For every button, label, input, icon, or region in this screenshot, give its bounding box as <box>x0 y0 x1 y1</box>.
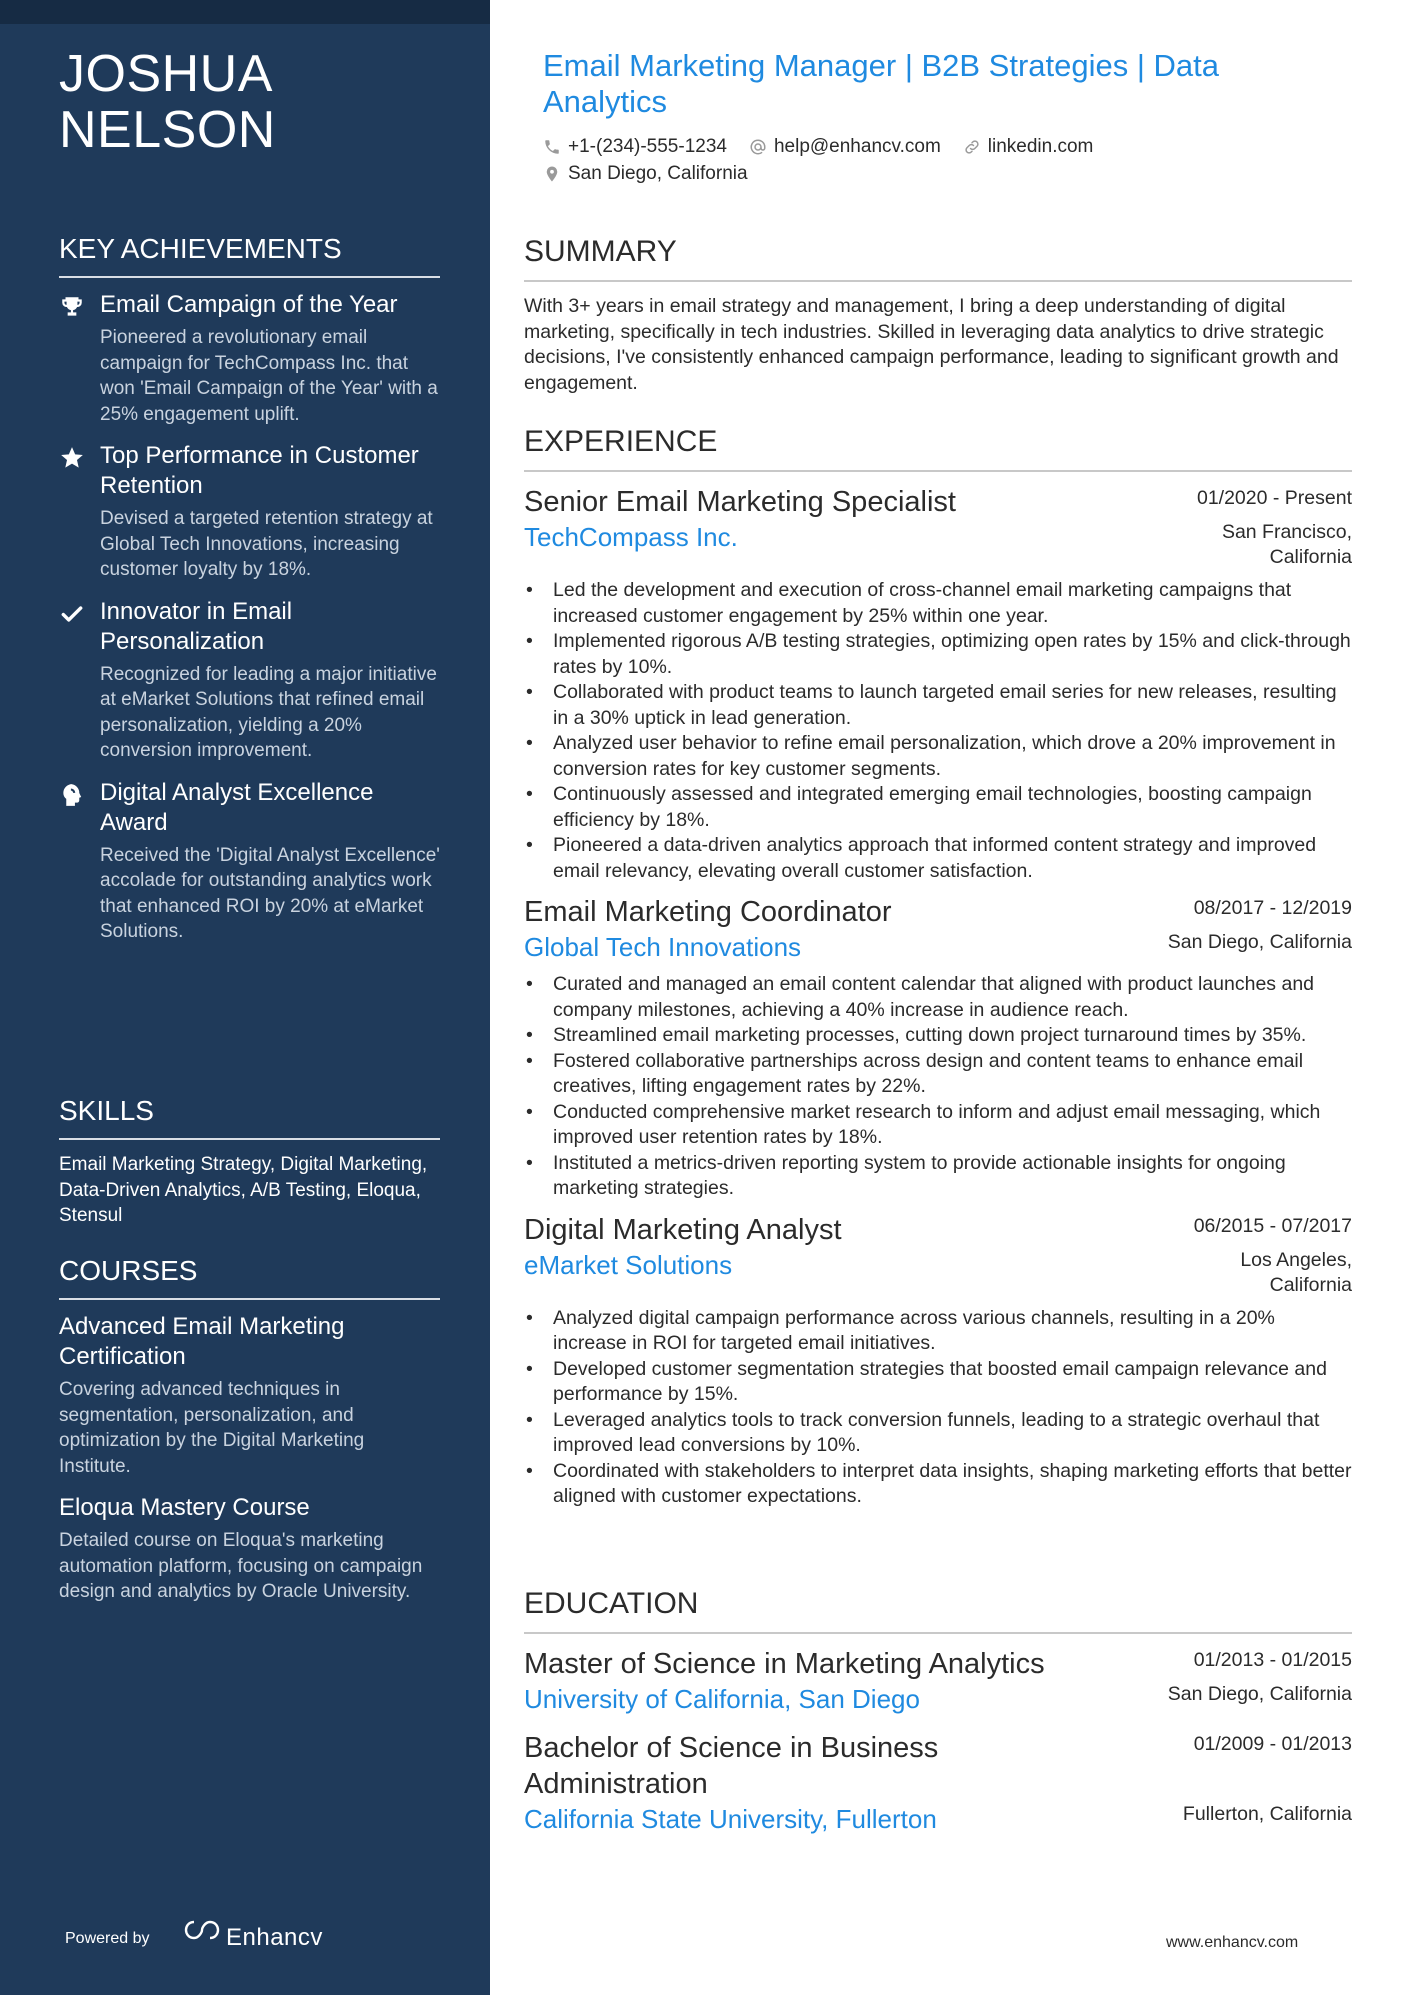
bullet-item: • Continuously assessed and integrated emerging email technologies, boosting campaign efficiency by 18%. <box>524 782 1352 833</box>
courses-heading: COURSES <box>59 1254 440 1300</box>
job-title: Digital Marketing Analyst <box>524 1213 842 1246</box>
trophy-icon <box>59 294 85 320</box>
contact-linkedin[interactable] <box>963 136 1094 158</box>
course-title: Eloqua Mastery Course <box>59 1494 310 1521</box>
job-bullets <box>524 578 1352 884</box>
skills-heading: SKILLS <box>59 1094 440 1140</box>
achievement-description: Received the 'Digital Analyst Excellence' accolade for outstanding analytics work that enhanced ROI by 20% at eMarket Solutions. <box>100 844 440 942</box>
location-pin-icon <box>543 165 561 183</box>
bullet-item: • Instituted a metrics-driven reporting system to provide actionable insights for ongoing marketing strategies. <box>524 1151 1352 1202</box>
bullet-item: • Leveraged analytics tools to track conversion funnels, leading to a strategic overhaul that improved lead conversions by 10%. <box>524 1408 1352 1459</box>
email-text: help@enhancv.com <box>773 136 941 157</box>
job-entry <box>524 484 1352 884</box>
experience-section <box>524 424 1352 1520</box>
job-bullets <box>524 972 1352 1202</box>
enhancv-brand[interactable]: Enhancv <box>226 1924 323 1951</box>
achievement-description: Recognized for leading a major initiative at eMarket Solutions that refined email personalization, yielding a 20% conversion improvement. <box>100 663 437 761</box>
achievement-description: Pioneered a revolutionary email campaign for TechCompass Inc. that won 'Email Campaign of the Year' with a 25% engagement uplift. <box>100 327 438 425</box>
job-location: Los Angeles, California <box>1240 1248 1352 1296</box>
contact-email[interactable] <box>749 136 941 158</box>
footer-url[interactable]: www.enhancv.com <box>1166 1934 1299 1951</box>
education-location: San Diego, California <box>1167 1683 1352 1705</box>
brain-icon <box>59 782 85 808</box>
summary-section <box>524 234 1352 396</box>
sidebar-top-bar <box>0 0 490 24</box>
degree-title: Master of Science in Marketing Analytics <box>524 1648 1045 1680</box>
achievement-title: Innovator in Email Personalization <box>100 597 293 655</box>
bullet-item: • Pioneered a data-driven analytics approach that informed content strategy and improved email relevancy, elevating overall customer satisfaction. <box>524 833 1352 884</box>
bullet-item: • Streamlined email marketing processes, cutting down project turnaround times by 35%. <box>524 1023 1352 1049</box>
company-name[interactable]: Global Tech Innovations <box>524 932 802 962</box>
education-dates: 01/2009 - 01/2013 <box>1193 1733 1352 1755</box>
courses-section <box>59 1254 440 1619</box>
bullet-item: • Curated and managed an email content calendar that aligned with product launches and company milestones, achieving a 40% increase in audience reach. <box>524 972 1352 1023</box>
contact-phone[interactable] <box>543 136 727 158</box>
course-item <box>59 1493 440 1605</box>
education-entry <box>524 1730 1352 1836</box>
company-name[interactable]: TechCompass Inc. <box>524 522 738 552</box>
achievement-item <box>59 597 440 764</box>
summary-text: With 3+ years in email strategy and management, I bring a deep understanding of digital marketing, specifically in tech industries. Skilled in leveraging data analytics to drive strategic decisions, I've consistently enhanced campaign performance, leading to significant growth and engagement. <box>524 295 1339 394</box>
bullet-item: • Analyzed user behavior to refine email personalization, which drove a 20% improvement in conversion rates for key customer segments. <box>524 731 1352 782</box>
candidate-name: JOSHUA NELSON <box>59 45 276 159</box>
check-icon <box>59 601 85 627</box>
linkedin-text: linkedin.com <box>987 136 1094 157</box>
skills-section <box>59 1094 440 1229</box>
education-dates: 01/2013 - 01/2015 <box>1193 1649 1352 1671</box>
job-dates: 01/2020 - Present <box>1196 487 1352 509</box>
job-dates: 08/2017 - 12/2019 <box>1193 897 1352 919</box>
job-entry <box>524 894 1352 1202</box>
bullet-item: • Analyzed digital campaign performance across various channels, resulting in a 20% increase in ROI for targeted email initiatives. <box>524 1306 1352 1357</box>
skills-list: Email Marketing Strategy, Digital Marketing, Data-Driven Analytics, A/B Testing, Eloqua, Stensul <box>59 1154 428 1226</box>
star-icon <box>59 445 85 471</box>
company-name[interactable]: eMarket Solutions <box>524 1249 733 1280</box>
education-section <box>524 1586 1352 1850</box>
bullet-item: • Collaborated with product teams to launch targeted email series for new releases, resulting in a 30% uptick in lead generation. <box>524 680 1352 731</box>
course-description: Detailed course on Eloqua's marketing automation platform, focusing on campaign design and analytics by Oracle University. <box>59 1530 423 1602</box>
achievements-heading: KEY ACHIEVEMENTS <box>59 232 440 278</box>
summary-heading: SUMMARY <box>524 234 1352 282</box>
bullet-item: • Coordinated with stakeholders to interpret data insights, shaping marketing efforts that better aligned with customer expectations. <box>524 1459 1352 1510</box>
course-description: Covering advanced techniques in segmentation, personalization, and optimization by the Digital Marketing Institute. <box>59 1379 365 1477</box>
job-bullets <box>524 1306 1352 1510</box>
contact-row-2 <box>543 163 1323 185</box>
education-entry <box>524 1646 1352 1716</box>
achievement-item <box>59 290 440 427</box>
bullet-item: • Implemented rigorous A/B testing strategies, optimizing open rates by 15% and click-through rates by 10%. <box>524 629 1352 680</box>
phone-icon <box>543 138 561 156</box>
job-title: Email Marketing Coordinator <box>524 896 892 928</box>
link-icon <box>963 138 981 156</box>
location-text: San Diego, California <box>568 163 748 184</box>
experience-heading: EXPERIENCE <box>524 424 1352 472</box>
job-dates: 06/2015 - 07/2017 <box>1193 1214 1352 1237</box>
school-name[interactable]: University of California, San Diego <box>524 1684 920 1714</box>
sidebar <box>0 0 490 1995</box>
job-location: San Francisco, California <box>1221 521 1352 568</box>
achievement-item <box>59 778 440 945</box>
degree-title: Bachelor of Science in Business Administration <box>524 1732 939 1800</box>
bullet-item: • Conducted comprehensive market research to inform and adjust email messaging, which improved user retention rates by 18%. <box>524 1100 1352 1151</box>
course-title: Advanced Email Marketing Certification <box>59 1313 345 1370</box>
bullet-item: • Developed customer segmentation strategies that boosted email campaign relevance and performance by 15%. <box>524 1357 1352 1408</box>
job-title: Senior Email Marketing Specialist <box>524 486 956 518</box>
headline: Email Marketing Manager | B2B Strategies | Data Analytics <box>543 48 1220 119</box>
enhancv-logo-icon[interactable] <box>184 1918 220 1942</box>
contact-location <box>543 163 748 185</box>
achievement-item <box>59 441 440 583</box>
achievement-description: Devised a targeted retention strategy at Global Tech Innovations, increasing customer loyalty by 18%. <box>100 508 433 580</box>
powered-by-label: Powered by <box>65 1930 150 1947</box>
contact-row <box>543 136 1323 158</box>
education-location: Fullerton, California <box>1182 1803 1352 1825</box>
school-name[interactable]: California State University, Fullerton <box>524 1804 937 1834</box>
job-entry <box>524 1212 1352 1510</box>
achievement-title: Digital Analyst Excellence Award <box>100 778 374 836</box>
achievement-title: Email Campaign of the Year <box>100 291 398 318</box>
course-item <box>59 1312 440 1479</box>
at-icon <box>749 138 767 156</box>
job-location: San Diego, California <box>1167 931 1352 953</box>
education-heading: EDUCATION <box>524 1586 1352 1634</box>
bullet-item: • Fostered collaborative partnerships across design and content teams to enhance email creatives, lifting engagement rates by 22%. <box>524 1049 1352 1100</box>
bullet-item: • Led the development and execution of cross-channel email marketing campaigns that increased customer engagement by 25% within one year. <box>524 578 1352 629</box>
phone-text: +1-(234)-555-1234 <box>568 136 727 157</box>
achievements-section <box>59 232 440 959</box>
achievement-title: Top Performance in Customer Retention <box>100 442 419 499</box>
